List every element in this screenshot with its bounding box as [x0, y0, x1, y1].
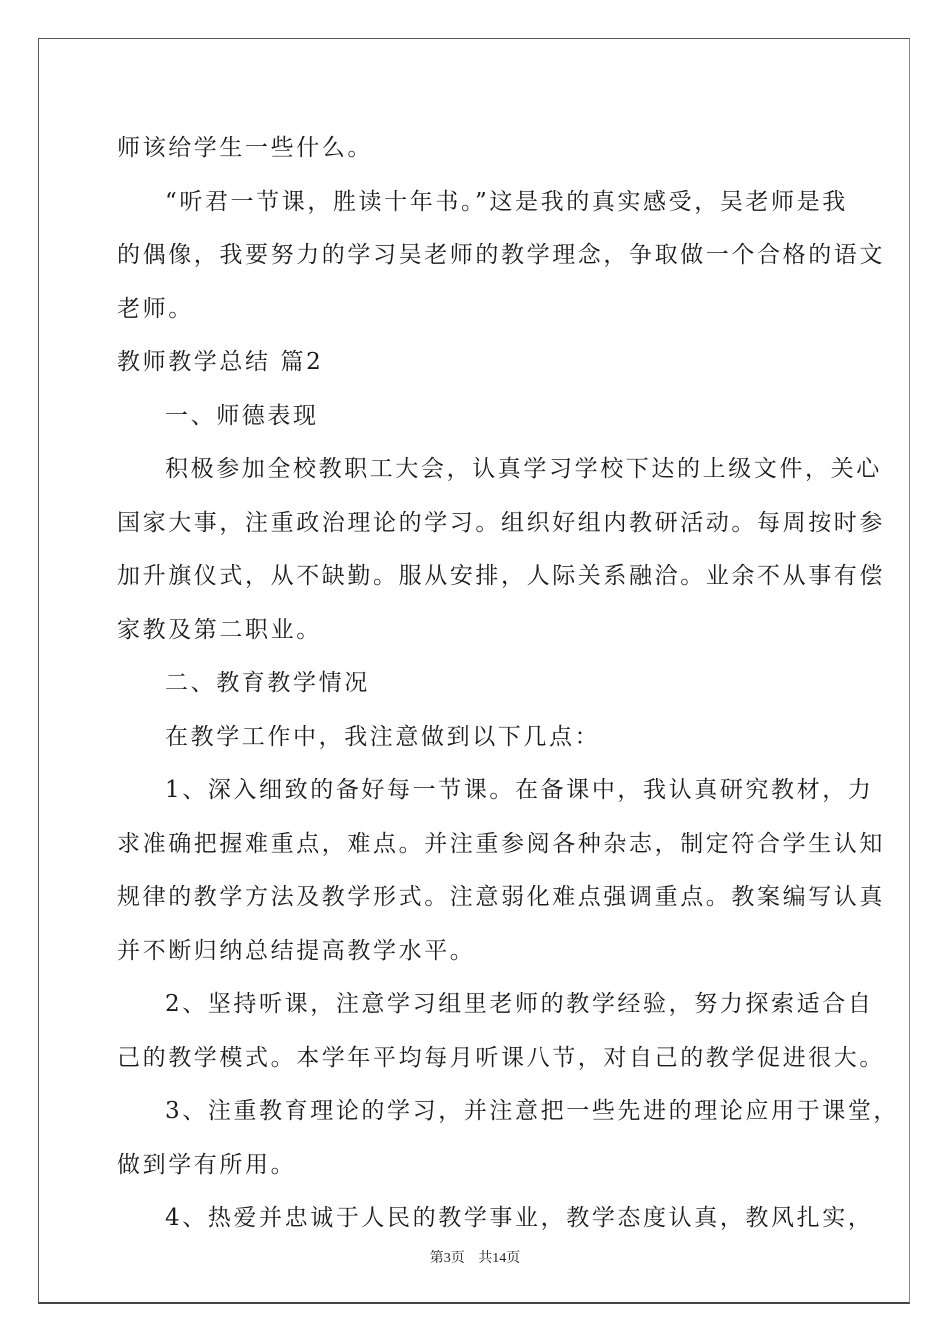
- section-title: 教师教学总结 篇2: [117, 349, 324, 375]
- subheading: 二、教育教学情况: [165, 670, 370, 696]
- text-line: 积极参加全校教职工大会，认真学习学校下达的上级文件，关心: [165, 456, 882, 482]
- total-pages-label: 共14页: [478, 1251, 521, 1266]
- subheading: 一、师德表现: [165, 402, 319, 429]
- text-line: 1、深入细致的备好每一节课。在备课中，我认真研究教材，力: [165, 777, 874, 803]
- text-line: 的偶像，我要努力的学习吴老师的教学理念，争取做一个合格的语文: [117, 242, 885, 268]
- document-body: [117, 129, 900, 1253]
- text-line: 师该给学生一些什么。: [117, 135, 373, 161]
- text-line: 求准确把握难重点，难点。并注重参阅各种杂志，制定符合学生认知: [117, 830, 885, 857]
- page-footer: [0, 1247, 950, 1267]
- current-page-label: 第3页: [429, 1251, 465, 1266]
- text-line: 4、热爱并忠诚于人民的教学事业，教学态度认真，教风扎实，: [165, 1205, 874, 1231]
- text-line: 并不断归纳总结提高教学水平。: [117, 937, 476, 964]
- text-line: 己的教学模式。本学年平均每月听课八节，对自己的教学促进很大。: [117, 1044, 885, 1071]
- text-line: 2、坚持听课，注意学习组里老师的教学经验，努力探索适合自: [165, 991, 874, 1017]
- text-line: 家教及第二职业。: [117, 616, 322, 643]
- text-line: 老师。: [117, 295, 194, 322]
- text-line: 国家大事，注重政治理论的学习。组织好组内教研活动。每周按时参: [117, 509, 885, 536]
- text-line: “听君一节课，胜读十年书。”这是我的真实感受，吴老师是我: [165, 188, 848, 215]
- text-line: 3、注重教育理论的学习，并注意把一些先进的理论应用于课堂，: [165, 1098, 900, 1124]
- text-line: 加升旗仪式，从不缺勤。服从安排，人际关系融洽。业余不从事有偿: [117, 563, 885, 589]
- text-line: 规律的教学方法及教学形式。注意弱化难点强调重点。教案编写认真: [117, 884, 885, 910]
- text-line: 做到学有所用。: [117, 1151, 297, 1178]
- text-line: 在教学工作中，我注意做到以下几点：: [165, 723, 601, 750]
